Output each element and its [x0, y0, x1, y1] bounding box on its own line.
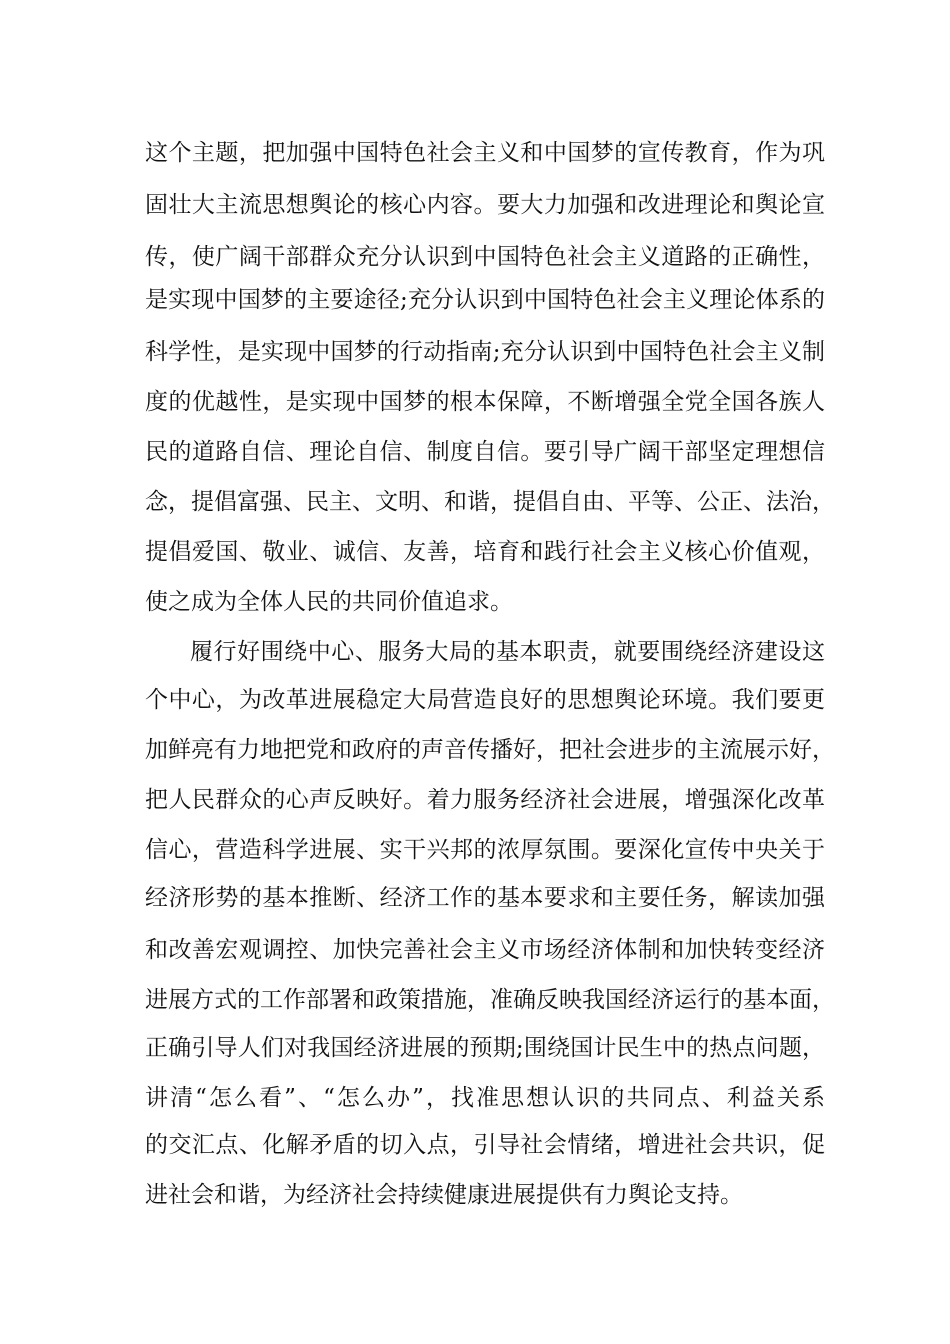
paragraph-line: 正确引导人们对我国经济进展的预期;围绕国计民生中的热点问题，: [145, 1035, 825, 1061]
paragraph-line: 固壮大主流思想舆论的核心内容。要大力加强和改进理论和舆论宣: [145, 192, 825, 218]
paragraph-line: 进社会和谐，为经济社会持续健康进展提供有力舆论支持。: [145, 1182, 743, 1208]
paragraph-line: 度的优越性，是实现中国梦的根本保障，不断增强全党全国各族人: [145, 389, 825, 415]
paragraph-line: 念，提倡富强、民主、文明、和谐，提倡自由、平等、公正、法治，: [145, 489, 835, 515]
paragraph-line: 履行好围绕中心、服务大局的基本职责，就要围绕经济建设这: [190, 639, 825, 665]
paragraph-line: 使之成为全体人民的共同价值追求。: [145, 589, 513, 615]
paragraph-line: 民的道路自信、理论自信、制度自信。要引导广阔干部坚定理想信: [145, 439, 825, 465]
paragraph-line: 的交汇点、化解矛盾的切入点，引导社会情绪，增进社会共识，促: [145, 1132, 825, 1158]
paragraph-line: 讲清“怎么看”、“怎么办”，找准思想认识的共同点、利益关系: [145, 1085, 825, 1111]
paragraph-line: 和改善宏观调控、加快完善社会主义市场经济体制和加快转变经济: [145, 937, 825, 963]
paragraph-line: 提倡爱国、敬业、诚信、友善，培育和践行社会主义核心价值观，: [145, 539, 825, 565]
paragraph-line: 把人民群众的心声反映好。着力服务经济社会进展，增强深化改革: [145, 787, 825, 813]
paragraph-line: 信心，营造科学进展、实干兴邦的浓厚氛围。要深化宣传中央关于: [145, 837, 825, 863]
paragraph-line: 加鲜亮有力地把党和政府的声音传播好，把社会进步的主流展示好，: [145, 737, 835, 763]
paragraph-line: 进展方式的工作部署和政策措施，准确反映我国经济运行的基本面，: [145, 987, 835, 1013]
paragraph-line: 个中心，为改革进展稳定大局营造良好的思想舆论环境。我们要更: [145, 687, 825, 713]
paragraph-line: 是实现中国梦的主要途径;充分认识到中国特色社会主义理论体系的: [145, 287, 825, 313]
paragraph-line: 传，使广阔干部群众充分认识到中国特色社会主义道路的正确性，: [145, 244, 825, 270]
paragraph-line: 经济形势的基本推断、经济工作的基本要求和主要任务，解读加强: [145, 885, 825, 911]
paragraph-line: 这个主题，把加强中国特色社会主义和中国梦的宣传教育，作为巩: [145, 140, 825, 166]
paragraph-line: 科学性，是实现中国梦的行动指南;充分认识到中国特色社会主义制: [145, 339, 825, 365]
